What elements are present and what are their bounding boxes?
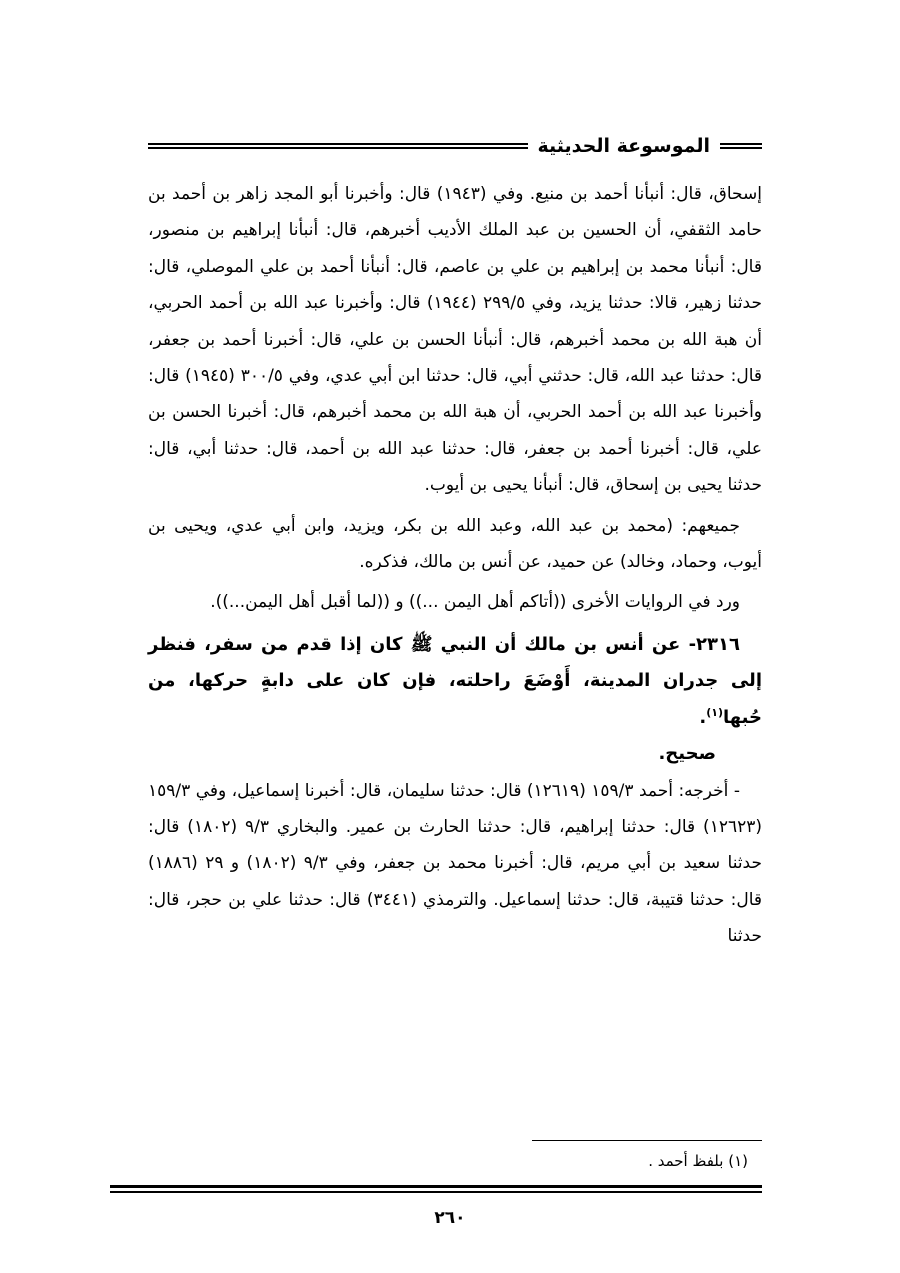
page-number: ٢٦٠ (434, 1208, 466, 1228)
hadith-grade: صحيح. (658, 743, 716, 765)
footer-rule (110, 1185, 762, 1193)
takhrij-paragraph: - أخرجه: أحمد ١٥٩/٣ (١٢٦١٩) قال: حدثنا سليمان، قال: أخبرنا إسماعيل، وفي ١٥٩/٣ (١٢٦٢٣) قال: حدثنا إبراهيم، قال: حدثنا الحارث بن عمير. والبخاري ٩/٣ (١٨٠٢) قال: حدثنا سعيد بن أبي مريم، قال: أخبرنا محمد بن جعفر، وفي ٩/٣ (١٨٠٢) و ٢٩ (١٨٨٦) قال: حدثنا قتيبة، قال: حدثنا إسماعيل. والترمذي (٣٤٤١) قال: حدثنا علي بن حجر، قال: حدثنا (148, 780, 763, 947)
header-rule-right (720, 143, 762, 149)
footnote-separator (532, 1140, 762, 1141)
variants-paragraph: ورد في الروايات الأخرى ((أتاكم أهل اليمن ...)) و ((لما أقبل أهل اليمن...)). (210, 592, 740, 613)
hadith-end-punct: . (699, 706, 707, 728)
header-rule-left (148, 143, 528, 149)
summary-paragraph: جميعهم: (محمد بن عبد الله، وعبد الله بن بكر، ويزيد، وابن أبي عدي، ويحيى بن أيوب، وحماد، وخالد) عن حميد، عن أنس بن مالك، فذكره. (148, 515, 762, 573)
hadith-text (148, 627, 762, 736)
running-header (148, 126, 762, 166)
hadith-matn: ٢٣١٦- عن أنس بن مالك أن النبي ﷺ كان إذا قدم من سفر، فنظر إلى جدران المدينة، أَوْضَعَ راحلته، فإن كان على دابةٍ حركها، من حُبها (148, 633, 762, 728)
footnote: (١) بلفظ أحمد . (648, 1152, 748, 1170)
main-text (148, 176, 762, 955)
isnad-paragraph: إسحاق، قال: أنبأنا أحمد بن منيع. وفي (١٩٤٣) قال: وأخبرنا أبو المجد زاهر بن أحمد بن حامد الثقفي، أن الحسين بن عبد الملك الأديب أخبرهم، قال: أنبأنا إبراهيم بن منصور، قال: أنبأنا محمد بن إبراهيم بن علي بن عاصم، قال: أنبأنا أحمد بن علي الموصلي، قال: حدثنا زهير، قالا: حدثنا يزيد، وفي ٢٩٩/٥ (١٩٤٤) قال: وأخبرنا عبد الله بن أحمد الحربي، أن هبة الله بن محمد أخبرهم، قال: أنبأنا الحسن بن علي، قال: أخبرنا أحمد بن جعفر، قال: حدثنا عبد الله، قال: حدثني أبي، قال: حدثنا ابن أبي عدي، وفي ٣٠٠/٥ (١٩٤٥) قال: وأخبرنا عبد الله بن أحمد الحربي، أن هبة الله بن محمد أخبرهم، قال: أخبرنا الحسن بن علي، قال: أخبرنا أحمد بن جعفر، قال: حدثنا عبد الله بن أحمد، قال: حدثنا أبي، قال: حدثنا يحيى بن إسحاق، قال: أنبأنا يحيى بن أيوب. (148, 184, 763, 496)
header-title: الموسوعة الحديثية (537, 135, 710, 157)
footnote-reference[interactable]: (١) (706, 705, 724, 719)
